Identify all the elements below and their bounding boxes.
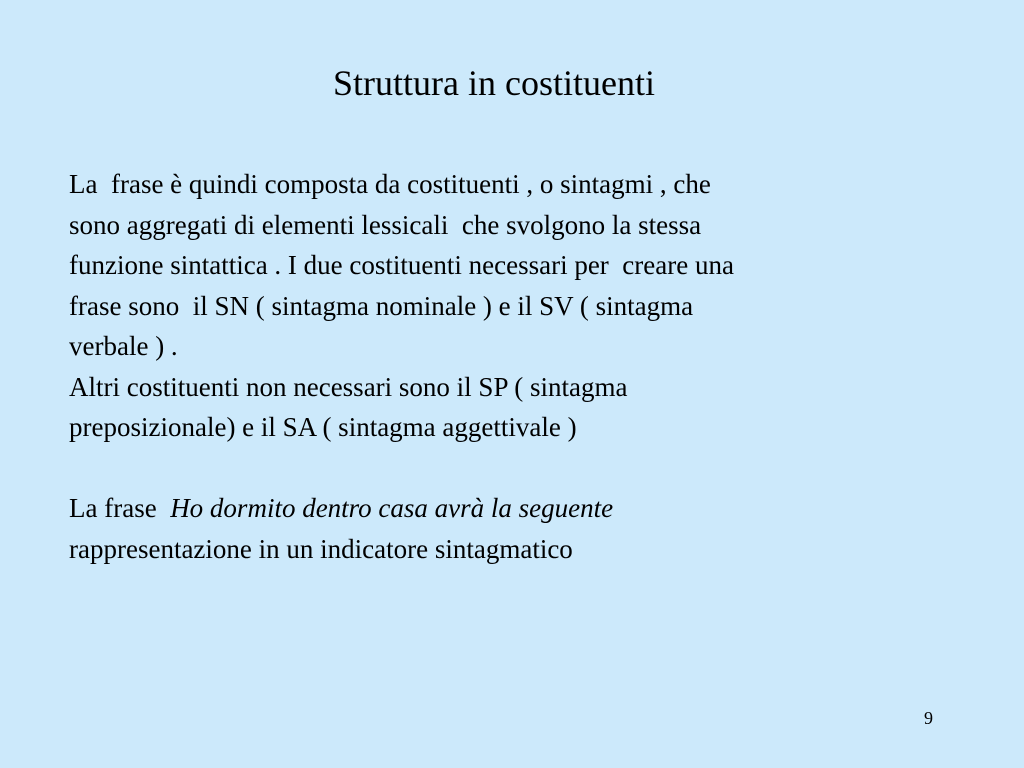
paragraph-spacer <box>69 448 969 489</box>
example-prefix: La frase <box>69 493 171 523</box>
body-line: sono aggregati di elementi lessicali che svolgono la stessa <box>69 209 702 240</box>
body-line: verbale ) . <box>69 331 178 361</box>
body-line: La frase è quindi composta da costituenti , o sintagmi , che <box>69 169 711 199</box>
body-line: frase sono il SN ( sintagma nominale ) e il SV ( sintagma <box>69 290 694 321</box>
slide-title: Struttura in costituenti <box>333 63 655 103</box>
example-sentence-italic: Ho dormito dentro casa avrà la seguente <box>170 493 614 523</box>
body-line: funzione sintattica . I due costituenti necessari per creare una <box>69 250 734 280</box>
body-line: rappresentazione in un indicatore sintagmatico <box>69 533 573 564</box>
body-line: Altri costituenti non necessari sono il SP ( sintagma <box>69 371 628 402</box>
slide-body <box>69 164 969 569</box>
example-sentence-line <box>69 488 969 529</box>
page-number: 9 <box>924 708 933 728</box>
body-line: preposizionale) e il SA ( sintagma aggettivale ) <box>69 412 577 442</box>
